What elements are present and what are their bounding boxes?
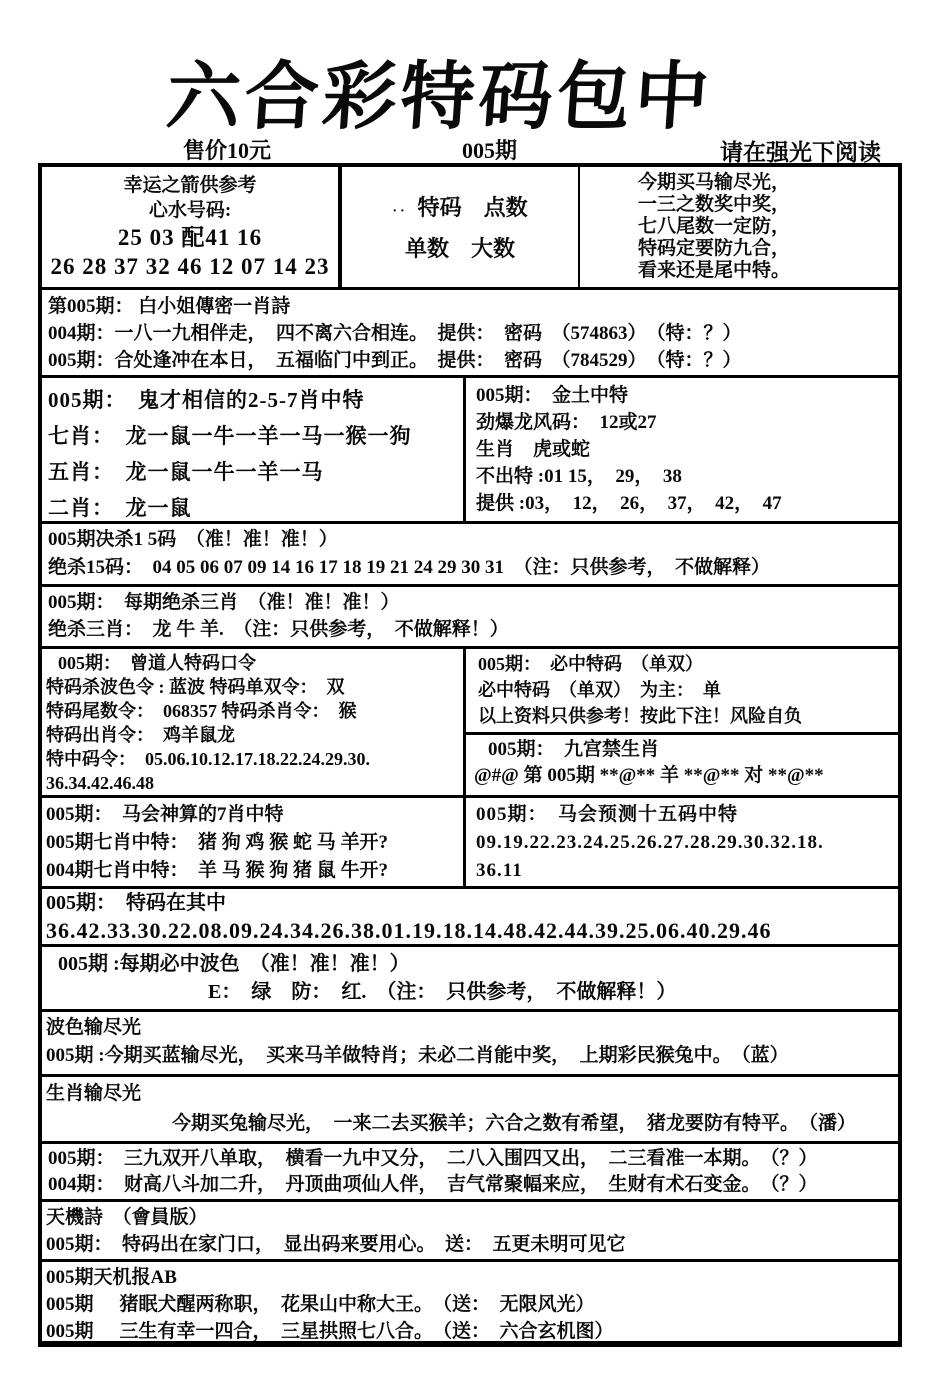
main-board (38, 163, 902, 1347)
jiugong-line: @#@ 第 005期 **@** 羊 **@** 对 **@** (474, 765, 824, 786)
jiugong-box (466, 735, 898, 795)
jintu-shengxiao: 生肖 虎或蛇 (476, 439, 591, 460)
heart-numbers-label: 心水号码: (148, 200, 232, 221)
kouling-chuxiao: 特码出肖令： 鸡羊鼠龙 (46, 725, 235, 745)
section-bose-shujinguang (42, 1009, 898, 1074)
bizhong-title: 005期： 必中特码 （单双） (478, 654, 703, 674)
heart-numbers-list: 26 28 37 32 46 12 07 14 23 (50, 254, 330, 279)
section-juesha-15 (42, 521, 898, 584)
jintu-longfeng-code: 劲爆龙风码： 12或27 (476, 412, 657, 433)
bizhongbose-line: E： 绿 防： 红. （注： 只供参考， 不做解释！） (208, 981, 677, 1003)
section-lucky-numbers (42, 167, 898, 287)
tianjibao-issue2: 005期 (46, 1321, 94, 1341)
yuce15-title: 005期： 马会预测十五码中特 (476, 804, 739, 825)
xiao257-title: 005期： 鬼才相信的2-5-7肖中特 (48, 388, 365, 412)
verse-line: 一三之数奖中奖， (638, 194, 791, 215)
price-label: 售价10元 (183, 138, 272, 163)
verse-box (580, 167, 898, 287)
verse-line: 特码定要防九合， (638, 238, 791, 259)
yuce15-numbers: 09.19.22.23.24.25.26.27.28.29.30.32.18. (476, 832, 824, 853)
shengxiaoshu-line: 今期买兔输尽光， 一来二去买猴羊；六合之数有希望， 猪龙要防有特平。 （潘） (172, 1113, 857, 1134)
section-shengxiao-shujinguang (42, 1074, 898, 1141)
verse-line: 七八尾数一定防， (638, 216, 791, 237)
lucky-arrow-box (42, 167, 342, 287)
page-title: 六合彩特码包中 (163, 54, 716, 140)
kouling-tezhongma-cont: 36.34.42.46.48 (46, 773, 154, 793)
bizhong-main: 必中特码 （单双） 为主： 单 (478, 680, 721, 700)
xiao257-two: 二肖： 龙一鼠 (48, 496, 192, 520)
section-mahui (42, 795, 898, 886)
section-xiao-zhongte (42, 375, 898, 521)
shensuan-title: 005期： 马会神算的7肖中特 (46, 804, 284, 825)
juesha3-title: 005期： 每期绝杀三肖 （准！准！准！） (48, 592, 400, 613)
jintu-buchute: 不出特 :01 15， 29， 38 (476, 466, 682, 487)
bizhong-danshuang-box (466, 649, 898, 735)
shengxiaoshu-title: 生肖输尽光 (46, 1083, 142, 1104)
kouling-bose: 特码杀波色令 : 蓝波 特码单双令： 双 (46, 677, 345, 697)
xiao257-seven: 七肖： 龙一鼠一牛一羊一马一猴一狗 (48, 424, 412, 448)
verse-line: 今期买马输尽光， (638, 172, 791, 193)
section-tianjibao (42, 1259, 898, 1341)
baixiaojie-title: 第005期： 白小姐傳密一肖詩 (48, 296, 291, 317)
section-juesha-sanxiao (42, 584, 898, 646)
tianjishi-line: 005期： 特码出在家门口， 显出码来要用心。 送： 五更未明可见它 (46, 1234, 626, 1255)
tianjibao-line1 (46, 1291, 892, 1318)
heart-numbers-main: 25 03 配41 16 (117, 225, 263, 250)
boseshu-title: 波色输尽光 (46, 1017, 142, 1038)
bizhong-column (466, 649, 898, 795)
jintu-title: 005期： 金土中特 (476, 385, 629, 406)
yuce15-box (466, 798, 898, 886)
section-tema-zai (42, 886, 898, 944)
temazai-numbers: 36.42.33.30.22.08.09.24.34.26.38.01.19.18.14.48.42.44.39.25.06.40.29.46 (46, 918, 772, 943)
jiugong-title: 005期： 九宫禁生肖 (488, 739, 660, 760)
shensuan-005: 005期七肖中特： 猪 狗 鸡 猴 蛇 马 羊开? (46, 832, 389, 853)
verse-line: 看来还是尾中特。 (638, 260, 791, 281)
jintu-box (466, 378, 898, 521)
boseshu-line: 005期 :今期买蓝输尽光， 买来马羊做特肖；未必二肖能中奖， 上期彩民猴兔中。 （蓝） (46, 1045, 789, 1066)
tianjibao-text2: 三生有幸一四合， 三星拱照七八合。 （送： 六合玄机图） (119, 1321, 614, 1341)
zengdaoren-title: 005期： 曾道人特码口令 (58, 653, 256, 673)
xiao257-box (42, 378, 466, 521)
shensuan-box (42, 798, 466, 886)
tema-attributes-box (342, 167, 580, 287)
lucky-arrow-title: 幸运之箭供参考 (123, 175, 257, 196)
section-couplets (42, 1141, 898, 1199)
section-tianjishi (42, 1199, 898, 1259)
tianjibao-line2 (46, 1318, 892, 1341)
reading-notice: 请在强光下阅读 (720, 140, 881, 165)
tianjibao-title: 005期天机报AB (46, 1267, 177, 1288)
kouling-weishu: 特码尾数令： 068357 特码杀肖令： 猴 (46, 701, 357, 721)
tema-attr-row1 (392, 191, 527, 222)
baixiaojie-line-005: 005期：合处逢冲在本日， 五福临门中到正。 提供： 密码 （784529） （特：？） (48, 350, 742, 371)
jintu-tigong: 提供 :03， 12， 26， 37， 42， 47 (476, 493, 782, 514)
section-bizhong-bose (42, 944, 898, 1009)
juesha15-numbers: 绝杀15码： 04 05 06 07 09 14 16 17 18 19 21 24 29 30 31 （注：只供参考， 不做解释） (48, 557, 771, 578)
xiao257-five: 五肖： 龙一鼠一牛一羊一马 (48, 460, 324, 484)
tianjishi-title: 天機詩 （會員版） (46, 1207, 208, 1228)
section-kouling (42, 646, 898, 795)
tema-dianshu-label: 特码 点数 (417, 195, 528, 220)
bizhong-disclaimer: 以上资料只供参考！按此下注！风险自负 (478, 706, 802, 726)
baixiaojie-line-004: 004期：一八一九相伴走， 四不离六合相连。 提供： 密码 （574863） （特：？） (48, 323, 742, 344)
juesha3-animals: 绝杀三肖： 龙 牛 羊. （注：只供参考， 不做解释！） (48, 619, 509, 640)
dots-mark: ·· (392, 204, 408, 219)
shensuan-004: 004期七肖中特： 羊 马 猴 狗 猪 鼠 牛开? (46, 860, 389, 881)
tianjibao-text1: 猪眠犬醒两称职， 花果山中称大王。 （送： 无限风光） (119, 1294, 595, 1315)
section-baixiaojie-poem (42, 287, 898, 375)
tema-attr-row2: 单数 大数 (404, 236, 515, 261)
masthead-info-row (0, 134, 925, 165)
yuce15-numbers-cont: 36.11 (476, 860, 523, 881)
couplet-004: 004期： 财高八斗加二升， 丹顶曲项仙人伴， 吉气常聚幅来应， 生财有术石变金。 （？） (48, 1174, 818, 1195)
couplet-005: 005期： 三九双开八单取， 横看一九中又分， 二八入围四又出， 二三看准一本期。 （？） (48, 1148, 818, 1169)
kouling-tezhongma: 特中码令： 05.06.10.12.17.18.22.24.29.30. (46, 749, 370, 769)
tianjibao-issue1: 005期 (46, 1294, 94, 1315)
bizhongbose-title: 005期 :每期必中波色 （准！准！准！） (58, 953, 410, 975)
temazai-title: 005期： 特码在其中 (46, 892, 226, 914)
issue-number: 005期 (462, 138, 518, 163)
juesha15-title: 005期决杀1 5码 （准！准！准！） (48, 529, 338, 550)
zengdaoren-box (42, 649, 466, 795)
